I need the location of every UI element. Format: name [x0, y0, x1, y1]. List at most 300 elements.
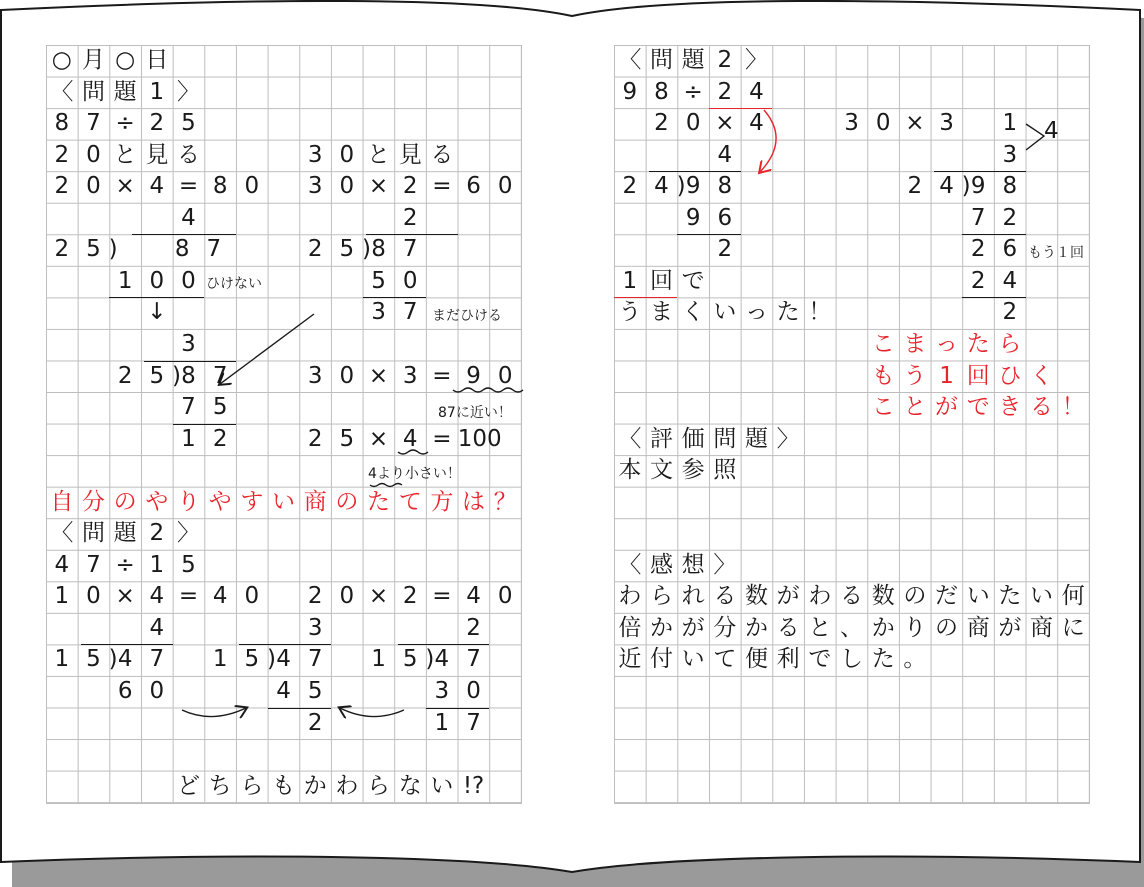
- left-div_b-1: 5: [339, 236, 355, 263]
- right-prod2a-0: 7: [970, 204, 986, 231]
- right-impr2-13: 商: [1030, 614, 1054, 641]
- left-div_a-2: ): [108, 236, 118, 263]
- right-success-6: ！: [808, 299, 832, 326]
- left-conclusion-7: な: [398, 772, 422, 799]
- right-red3-3: で: [966, 394, 990, 421]
- div-bar-d: [81, 644, 173, 645]
- left-see20-2: と: [113, 141, 137, 168]
- right-eval_body-3: 照: [713, 457, 737, 484]
- right-once-1: 回: [649, 267, 673, 294]
- left-conclusion-5: わ: [335, 772, 359, 799]
- right-prod1-0: 9: [685, 204, 701, 231]
- left-p2_problem-4: 5: [181, 551, 196, 578]
- sub-line-2: [962, 234, 1025, 235]
- left-see20-4: る: [177, 141, 200, 168]
- left-prod_f-1: 0: [466, 678, 481, 704]
- sub-line-b: [363, 297, 426, 298]
- left-eq20x2-5: 4: [466, 583, 481, 610]
- right-impr1-5: が: [776, 583, 800, 610]
- right-success-5: た: [776, 299, 800, 326]
- right-red3-6: ！: [1061, 394, 1085, 421]
- left-div_c-0: 2: [117, 362, 133, 389]
- right-impr3-5: 利: [776, 646, 800, 673]
- right-p2_title-2: 題: [681, 47, 705, 73]
- right-impr_title-1: 感: [649, 551, 673, 578]
- left-prod_a-2: 0: [181, 267, 196, 294]
- left-p2_problem-1: 7: [86, 551, 101, 578]
- left-date-1: 月: [81, 47, 105, 73]
- left-q_f: 2: [466, 614, 481, 641]
- left-eq10x4-4: =: [178, 583, 199, 610]
- left-div_e-4: 7: [307, 646, 323, 673]
- left-q_d: 4: [149, 614, 165, 641]
- left-see30-4: る: [430, 141, 454, 168]
- right-q1: 4: [717, 141, 733, 168]
- left-question-8: 商: [303, 488, 327, 515]
- right-impr3-9: 。: [903, 646, 927, 673]
- left-q_b: 2: [402, 204, 418, 231]
- left-prod_e-1: 5: [307, 678, 323, 704]
- left-eq30x3-5: 9: [466, 362, 481, 389]
- left-eq30x3-3: 3: [402, 362, 418, 389]
- right-eval_title-3: 問: [713, 425, 737, 452]
- left-prod_b-0: 5: [371, 267, 386, 294]
- left-div_d-4: 7: [149, 646, 165, 673]
- right-impr1-6: わ: [808, 583, 832, 610]
- right-div2-2: ): [961, 173, 971, 200]
- right-impr1-0: わ: [618, 583, 642, 610]
- left-p1_title-3: 1: [149, 78, 165, 105]
- left-eq10x4-0: 1: [54, 583, 70, 610]
- left-eq30x3-1: 0: [339, 362, 355, 389]
- left-eq30x2-2: ×: [368, 173, 389, 200]
- left-eq10x4-1: 0: [86, 583, 101, 610]
- left-eq25x4-1: 5: [339, 425, 355, 452]
- right-red1-1: ま: [903, 330, 927, 357]
- left-div_c-4: 7: [212, 362, 228, 389]
- right-impr_title-0: 〈: [618, 551, 642, 578]
- left-rem_b-1: 7: [402, 299, 418, 326]
- left-note_less: 4より小さい！: [368, 466, 461, 483]
- left-eq30x2-3: 2: [402, 173, 418, 200]
- left-conclusion-2: ら: [240, 772, 264, 799]
- left-eq20x4-3: 4: [149, 173, 165, 200]
- div-bar-a: [132, 234, 237, 235]
- right-impr2-1: か: [649, 614, 673, 641]
- right-rem2a-1: 6: [1002, 236, 1018, 263]
- left-p1_title-1: 問: [81, 78, 105, 105]
- right-impr2-14: に: [1061, 614, 1085, 641]
- right-q2_result: 4: [1044, 118, 1059, 145]
- right-impr2-0: 倍: [618, 614, 642, 641]
- left-question-2: の: [113, 488, 137, 515]
- left-date-2: ○: [115, 47, 136, 73]
- right-impr3-6: で: [808, 646, 832, 673]
- left-conclusion-3: も: [272, 772, 296, 799]
- right-eq20x4-0: 2: [654, 110, 669, 137]
- right-impr1-2: れ: [681, 583, 705, 610]
- right-impr1-3: る: [713, 583, 737, 610]
- sub-line-a: [109, 297, 204, 298]
- right-rem2a-0: 2: [970, 236, 986, 263]
- right-div1-0: 2: [622, 173, 638, 200]
- left-see30-2: と: [367, 141, 391, 168]
- right-impr2-4: か: [745, 614, 768, 641]
- right-prod2b-0: 2: [970, 267, 986, 294]
- left-div_c-2: ): [171, 362, 181, 389]
- right-prod2a-1: 2: [1002, 204, 1018, 231]
- right-div2-1: 4: [939, 173, 954, 200]
- div-bar-2: [934, 171, 1026, 172]
- left-conclusion-1: ち: [208, 772, 232, 799]
- div-bar-f: [398, 644, 490, 645]
- right-div1-4: 8: [717, 173, 733, 200]
- div-bar-e: [239, 644, 331, 645]
- left-see30-3: 見: [398, 141, 422, 168]
- left-p2_title-0: 〈: [50, 520, 74, 547]
- right-eval_title-5: 〉: [776, 425, 800, 452]
- left-see30-1: 0: [339, 141, 355, 168]
- div-bar-1: [649, 171, 741, 172]
- right-impr3-1: 付: [649, 646, 673, 673]
- left-date-3: 日: [145, 47, 169, 73]
- sub-line-f: [426, 708, 489, 709]
- right-impr1-13: い: [1030, 583, 1054, 610]
- right-div2-3: 9: [970, 173, 986, 200]
- left-page: [46, 45, 522, 804]
- left-p2_problem-0: 4: [54, 551, 70, 578]
- right-red3-2: が: [935, 394, 959, 421]
- left-p1_problem-3: 2: [149, 110, 165, 137]
- right-div1-1: 4: [654, 173, 669, 200]
- left-prod_b-1: 0: [402, 267, 418, 294]
- right-red2-5: く: [1030, 362, 1054, 389]
- left-div_e-3: 4: [276, 646, 291, 673]
- right-impr_title-2: 想: [681, 551, 705, 578]
- right-impr3-4: 便: [745, 646, 768, 673]
- right-impr3-0: 近: [618, 646, 642, 673]
- sub-line-1: [677, 234, 740, 235]
- right-impr2-12: が: [998, 614, 1022, 641]
- right-impr1-4: 数: [745, 583, 768, 610]
- right-red2-1: う: [903, 362, 927, 389]
- left-eq30x3-6: 0: [497, 362, 513, 389]
- left-p1_title-2: 題: [113, 78, 137, 105]
- right-p2_problem-0: 9: [622, 78, 638, 105]
- left-div_e-1: 5: [244, 646, 260, 673]
- left-div_c-3: 8: [181, 362, 196, 389]
- left-eq20x4-5: 8: [212, 173, 228, 200]
- left-question-4: り: [177, 488, 200, 515]
- left-conclusion-9: !?: [462, 772, 485, 799]
- right-impr1-11: い: [966, 583, 990, 610]
- left-eq20x2-4: =: [432, 583, 452, 610]
- right-eq20x4-1: 0: [685, 110, 701, 137]
- right-success-1: ま: [649, 299, 673, 326]
- right-once-0: 1: [622, 267, 638, 294]
- right-impr3-7: し: [840, 646, 864, 673]
- left-eq30x3-0: 3: [307, 362, 323, 389]
- left-see20-1: 0: [86, 141, 101, 168]
- right-div2-4: 8: [1002, 173, 1018, 200]
- right-red3-4: き: [998, 394, 1022, 421]
- left-conclusion-6: ら: [367, 772, 391, 799]
- right-impr1-14: 何: [1061, 583, 1085, 610]
- right-impr2-6: と: [808, 614, 832, 641]
- left-p1_problem-2: ÷: [115, 110, 135, 137]
- left-eq25x4-3: 4: [402, 425, 418, 452]
- left-div_f-3: 4: [434, 646, 450, 673]
- right-impr2-8: か: [871, 614, 895, 641]
- right-impr2-7: 、: [840, 614, 864, 641]
- left-prod_a-1: 0: [149, 267, 165, 294]
- right-red1-2: っ: [935, 330, 959, 357]
- left-rem_b-0: 3: [371, 299, 386, 326]
- left-eq10x4-5: 4: [212, 583, 228, 610]
- left-div_a-3: 8: [174, 236, 190, 263]
- left-eq20x2-1: 0: [339, 583, 355, 610]
- right-impr2-9: り: [903, 614, 927, 641]
- left-question-6: す: [240, 488, 264, 515]
- right-p2_title-4: 〉: [745, 47, 768, 73]
- right-eq30x3-0: 3: [844, 110, 859, 137]
- left-div_a-1: 5: [86, 236, 101, 263]
- left-eq10x4-2: ×: [115, 583, 135, 610]
- right-p2_title-3: 2: [717, 47, 733, 73]
- left-p1_problem-0: 8: [54, 110, 70, 137]
- right-eval_title-1: 評: [649, 425, 673, 452]
- right-eq30x3-1: 0: [875, 110, 891, 137]
- left-p1_problem-4: 5: [181, 110, 196, 137]
- right-p2_title-1: 問: [649, 47, 673, 73]
- left-div_b-4: 7: [402, 236, 418, 263]
- right-impr1-8: 数: [871, 583, 895, 610]
- sub-line-c: [173, 424, 236, 425]
- right-impr3-3: て: [713, 646, 737, 673]
- left-p2_title-1: 問: [81, 520, 105, 547]
- left-p1_title-4: 〉: [177, 78, 200, 105]
- left-p2_title-3: 2: [149, 520, 165, 547]
- left-eq20x2-2: ×: [368, 583, 389, 610]
- left-eq25x4-4: =: [432, 425, 452, 452]
- left-question-12: 方: [430, 488, 454, 515]
- left-p2_problem-3: 1: [149, 551, 165, 578]
- right-eval_body-2: 参: [681, 457, 705, 484]
- right-p2_problem-4: 4: [749, 78, 764, 105]
- left-eq30x3-4: =: [432, 362, 452, 389]
- right-q2_bottom: 3: [1002, 141, 1018, 168]
- div-bar-c: [144, 361, 236, 362]
- right-eval_title-4: 題: [745, 425, 768, 452]
- left-eq20x2-6: 0: [497, 583, 513, 610]
- left-rem_f-0: 1: [434, 709, 450, 736]
- left-arrow_down: ↓: [147, 299, 167, 326]
- right-impr3-2: い: [681, 646, 705, 673]
- once-underline-red: [614, 297, 677, 298]
- left-div_b-3: 8: [371, 236, 386, 263]
- right-success-4: っ: [745, 299, 768, 326]
- left-eq25x4-0: 2: [307, 425, 323, 452]
- div-bar-b: [366, 234, 458, 235]
- left-prod_e-0: 4: [276, 678, 291, 704]
- left-div_a-0: 2: [54, 236, 70, 263]
- left-conclusion-8: い: [430, 772, 454, 799]
- right-impr1-10: だ: [935, 583, 959, 610]
- left-see20-3: 見: [145, 141, 169, 168]
- left-eq20x4-1: 0: [86, 173, 101, 200]
- right-impr1-9: の: [903, 583, 927, 610]
- left-div_d-3: 4: [117, 646, 133, 673]
- left-div_f-4: 7: [466, 646, 481, 673]
- left-eq20x4-2: ×: [115, 173, 135, 200]
- right-div1-2: ): [676, 173, 686, 200]
- right-prod2b-1: 4: [1002, 267, 1018, 294]
- left-question-5: や: [208, 488, 232, 515]
- right-eq20x4-2: ×: [715, 110, 735, 137]
- left-eq25x4-5: 100: [457, 425, 502, 452]
- right-red3-1: と: [903, 394, 927, 421]
- right-impr2-10: の: [935, 614, 959, 641]
- right-success-2: く: [681, 299, 705, 326]
- left-div_f-2: ): [425, 646, 435, 673]
- right-p2_problem-2: ÷: [683, 78, 703, 105]
- left-conclusion-0: ど: [177, 772, 200, 799]
- right-eval_body-0: 本: [618, 457, 642, 484]
- left-eq25x4-2: ×: [368, 425, 389, 452]
- left-question-9: の: [335, 488, 359, 515]
- right-success-0: う: [618, 299, 642, 326]
- right-red1-4: ら: [998, 330, 1022, 357]
- left-prod_d-0: 6: [117, 678, 133, 704]
- left-eq30x2-6: 0: [497, 173, 513, 200]
- left-question-11: て: [398, 488, 422, 515]
- left-div_f-1: 5: [402, 646, 418, 673]
- right-impr3-8: た: [871, 646, 895, 673]
- left-div_c-1: 5: [149, 362, 165, 389]
- left-rem_e: 2: [307, 709, 323, 736]
- divisor-underline-red: [709, 108, 772, 109]
- right-impr1-12: た: [998, 583, 1022, 610]
- right-success-3: い: [713, 299, 737, 326]
- left-eq30x2-0: 3: [307, 173, 323, 200]
- right-red2-4: ひ: [998, 362, 1022, 389]
- left-rem_f-1: 7: [466, 709, 481, 736]
- right-div2-0: 2: [907, 173, 923, 200]
- right-rem2b: 2: [1002, 299, 1018, 326]
- left-p1_title-0: 〈: [50, 78, 74, 105]
- left-eq20x2-0: 2: [307, 583, 323, 610]
- right-impr1-1: ら: [649, 583, 673, 610]
- left-question-7: い: [272, 488, 296, 515]
- right-red2-3: 回: [966, 362, 990, 389]
- left-q_a: 4: [181, 204, 196, 231]
- left-note_can: まだひける: [432, 308, 502, 325]
- left-q_c: 3: [181, 330, 196, 357]
- right-red1-3: た: [966, 330, 990, 357]
- left-question-13: は: [462, 488, 486, 515]
- right-q2_top: 1: [1002, 110, 1018, 137]
- left-eq20x4-0: 2: [54, 173, 70, 200]
- left-see30-0: 3: [307, 141, 323, 168]
- right-impr2-11: 商: [966, 614, 990, 641]
- left-note_near: 87に近い！: [438, 405, 512, 422]
- right-p2_title-0: 〈: [618, 47, 642, 73]
- left-div_d-0: 1: [54, 646, 70, 673]
- right-red3-0: こ: [871, 394, 895, 421]
- left-div_e-0: 1: [212, 646, 228, 673]
- right-eval_title-0: 〈: [618, 425, 642, 452]
- left-prod_a-0: 1: [117, 267, 133, 294]
- left-conclusion-4: か: [303, 772, 327, 799]
- right-eval_title-2: 価: [681, 425, 705, 452]
- left-div_a-4: 7: [206, 236, 222, 263]
- left-date-0: ○: [51, 47, 72, 73]
- left-div_e-2: ): [266, 646, 276, 673]
- right-red1-0: こ: [871, 330, 895, 357]
- right-once-2: で: [681, 267, 705, 294]
- right-p2_problem-3: 2: [717, 78, 733, 105]
- left-div_d-2: ): [108, 646, 118, 673]
- right-impr2-5: る: [776, 614, 800, 641]
- right-p2_problem-1: 8: [654, 78, 669, 105]
- right-note_again: もう１回: [1028, 245, 1084, 262]
- right-impr2-3: 分: [713, 614, 737, 641]
- left-question-1: 分: [81, 488, 105, 515]
- left-p2_title-4: 〉: [177, 520, 200, 547]
- left-rem_c-0: 1: [181, 425, 196, 452]
- left-prod_f-0: 3: [434, 678, 450, 704]
- left-eq30x2-4: =: [432, 173, 452, 200]
- left-p2_title-2: 題: [113, 520, 137, 547]
- left-prod_c-0: 7: [181, 394, 196, 421]
- left-eq30x2-5: 6: [466, 173, 481, 200]
- left-prod_c-1: 5: [212, 394, 228, 421]
- left-eq30x2-1: 0: [339, 173, 355, 200]
- left-eq20x2-3: 2: [402, 583, 418, 610]
- left-eq20x4-4: =: [178, 173, 199, 200]
- left-div_b-2: ): [361, 236, 371, 263]
- left-eq10x4-3: 4: [149, 583, 165, 610]
- right-impr_title-3: 〉: [713, 551, 737, 578]
- right-eval_body-1: 文: [649, 457, 673, 484]
- left-rem_c-1: 2: [212, 425, 228, 452]
- right-div1-3: 9: [685, 173, 701, 200]
- left-div_f-0: 1: [371, 646, 386, 673]
- left-div_b-0: 2: [307, 236, 323, 263]
- sub-line-e: [268, 708, 331, 709]
- right-eq20x4-3: 4: [749, 110, 764, 137]
- left-question-3: や: [145, 488, 169, 515]
- right-impr2-2: が: [681, 614, 705, 641]
- left-question-0: 自: [50, 488, 74, 515]
- left-div_d-1: 5: [86, 646, 101, 673]
- right-red2-2: 1: [939, 362, 954, 389]
- right-eq30x3-3: 3: [939, 110, 954, 137]
- right-rem1: 2: [717, 236, 733, 263]
- sub-line-3: [962, 297, 1025, 298]
- right-red3-5: る: [1030, 394, 1054, 421]
- left-question-14: ？: [493, 488, 517, 515]
- right-page: [614, 45, 1090, 804]
- left-p2_problem-2: ÷: [115, 551, 135, 578]
- left-question-10: た: [367, 488, 391, 515]
- right-red2-0: も: [871, 362, 895, 389]
- left-note_cannot: ひけない: [206, 276, 262, 293]
- left-see20-0: 2: [54, 141, 70, 168]
- right-impr1-7: る: [840, 583, 864, 610]
- left-prod_d-1: 0: [149, 678, 165, 704]
- left-q_e: 3: [307, 614, 323, 641]
